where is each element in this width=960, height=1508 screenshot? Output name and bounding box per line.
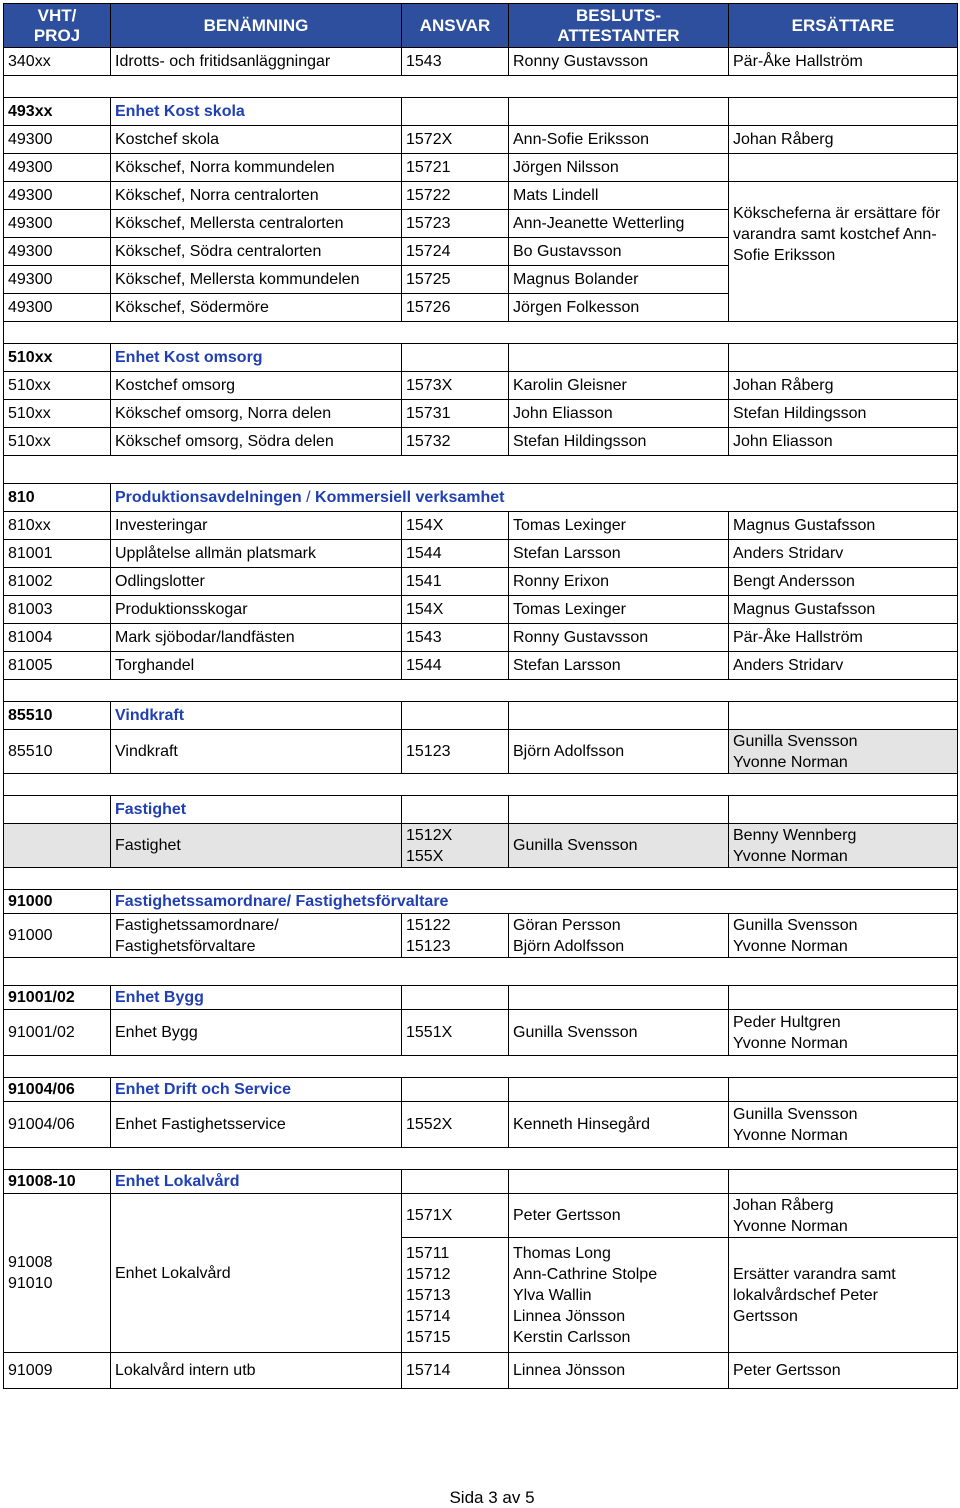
section-title: Enhet Bygg	[111, 986, 402, 1010]
spacer-row	[4, 456, 958, 484]
spacer-row	[4, 868, 958, 890]
table-row: 81003 Produktionsskogar 154X Tomas Lexinger Magnus Gustafsson	[4, 596, 958, 624]
delegation-table	[3, 3, 958, 1389]
table-row: 91001/02 Enhet Bygg 1551X Gunilla Svensson Peder Hultgren Yvonne Norman	[4, 1010, 958, 1056]
kost-skola-note: Kökscheferna är ersättare för varandra samt kostchef Ann-Sofie Eriksson	[729, 182, 958, 322]
spacer-row	[4, 322, 958, 344]
table-row: 81005 Torghandel 1544 Stefan Larsson Anders Stridarv	[4, 652, 958, 680]
table-row: 510xx Kökschef omsorg, Norra delen 15731 John Eliasson Stefan Hildingsson	[4, 400, 958, 428]
page-number: Sida 3 av 5	[449, 1488, 535, 1507]
section-row	[4, 796, 958, 824]
header-ersattare: ERSÄTTARE	[729, 4, 958, 48]
section-row: 85510 Vindkraft	[4, 702, 958, 730]
table-row: 91000 Fastighetssamordnare/ Fastighetsförvaltare 15122 15123 Göran Persson Björn Adolfsson Gunilla Svensson Yvonne Norman	[4, 914, 958, 958]
table-row: 49300 Kökschef, Norra centralorten 15722 Mats Lindell Kökscheferna är ersättare för varandra samt kostchef Ann-Sofie Eriksson	[4, 182, 958, 210]
table-row: 340xx Idrotts- och fritidsanläggningar 1543 Ronny Gustavsson Pär-Åke Hallström	[4, 48, 958, 76]
spacer-row	[4, 774, 958, 796]
section-title: Enhet Lokalvård	[111, 1170, 402, 1194]
table-row: 91008 91010 Enhet Lokalvård 1571X Peter Gertsson Johan Råberg Yvonne Norman	[4, 1194, 958, 1238]
spacer-row	[4, 76, 958, 98]
table-row: 49300 Kostchef skola 1572X Ann-Sofie Eriksson Johan Råberg	[4, 126, 958, 154]
section-row: 493xx Enhet Kost skola	[4, 98, 958, 126]
table-row: Fastighet 1512X 155X Gunilla Svensson Benny Wennberg Yvonne Norman	[4, 824, 958, 868]
section-row: 510xx Enhet Kost omsorg	[4, 344, 958, 372]
spacer-row	[4, 1148, 958, 1170]
table-row: 81001 Upplåtelse allmän platsmark 1544 Stefan Larsson Anders Stridarv	[4, 540, 958, 568]
section-row: 810 Produktionsavdelningen / Kommersiell verksamhet	[4, 484, 958, 512]
header-row	[4, 4, 958, 48]
header-name: BENÄMNING	[111, 4, 402, 48]
section-title: Fastighet	[111, 796, 402, 824]
section-row: 91008-10 Enhet Lokalvård	[4, 1170, 958, 1194]
section-row: 91001/02 Enhet Bygg	[4, 986, 958, 1010]
table-row: 810xx Investeringar 154X Tomas Lexinger Magnus Gustafsson	[4, 512, 958, 540]
section-title: Fastighetssamordnare/ Fastighetsförvaltare	[111, 890, 958, 914]
table-row: 510xx Kökschef omsorg, Södra delen 15732 Stefan Hildingsson John Eliasson	[4, 428, 958, 456]
header-ansvar: ANSVAR	[402, 4, 509, 48]
table-row: 81002 Odlingslotter 1541 Ronny Erixon Bengt Andersson	[4, 568, 958, 596]
table-row: 49300 Kökschef, Norra kommundelen 15721 Jörgen Nilsson	[4, 154, 958, 182]
section-row: 91004/06 Enhet Drift och Service	[4, 1078, 958, 1102]
table-row: 49300 Kökschef, Södra centralorten 15724 Bo Gustavsson	[4, 238, 958, 266]
table-row: 49300 Kökschef, Mellersta centralorten 15723 Ann-Jeanette Wetterling	[4, 210, 958, 238]
section-title: Produktionsavdelningen / Kommersiell verksamhet	[111, 484, 958, 512]
table-row: 510xx Kostchef omsorg 1573X Karolin Gleisner Johan Råberg	[4, 372, 958, 400]
section-row: 91000 Fastighetssamordnare/ Fastighetsförvaltare	[4, 890, 958, 914]
spacer-row	[4, 680, 958, 702]
section-title: Vindkraft	[111, 702, 402, 730]
header-attest: BESLUTS- ATTESTANTER	[509, 4, 729, 48]
section-title: Enhet Drift och Service	[111, 1078, 402, 1102]
table-row: 81004 Mark sjöbodar/landfästen 1543 Ronny Gustavsson Pär-Åke Hallström	[4, 624, 958, 652]
table-row: 49300 Kökschef, Mellersta kommundelen 15725 Magnus Bolander	[4, 266, 958, 294]
table-row: 85510 Vindkraft 15123 Björn Adolfsson Gunilla Svensson Yvonne Norman	[4, 730, 958, 774]
lokalvard-note: Ersätter varandra samt lokalvårdschef Peter Gertsson	[729, 1238, 958, 1353]
spacer-row	[4, 1056, 958, 1078]
spacer-row	[4, 958, 958, 986]
section-title: Enhet Kost omsorg	[111, 344, 402, 372]
header-proj: VHT/ PROJ	[4, 4, 111, 48]
table-row: 49300 Kökschef, Södermöre 15726 Jörgen Folkesson	[4, 294, 958, 322]
section-title: Enhet Kost skola	[111, 98, 402, 126]
table-row: 91009 Lokalvård intern utb 15714 Linnea Jönsson Peter Gertsson	[4, 1353, 958, 1389]
table-row: 15711 15712 15713 15714 15715 Thomas Long Ann-Cathrine Stolpe Ylva Wallin Linnea Jönsson Kerstin Carlsson Ersätter varandra samt lokalvårdschef Peter Gertsson	[4, 1238, 958, 1353]
table-row: 91004/06 Enhet Fastighetsservice 1552X Kenneth Hinsegård Gunilla Svensson Yvonne Norman	[4, 1102, 958, 1148]
